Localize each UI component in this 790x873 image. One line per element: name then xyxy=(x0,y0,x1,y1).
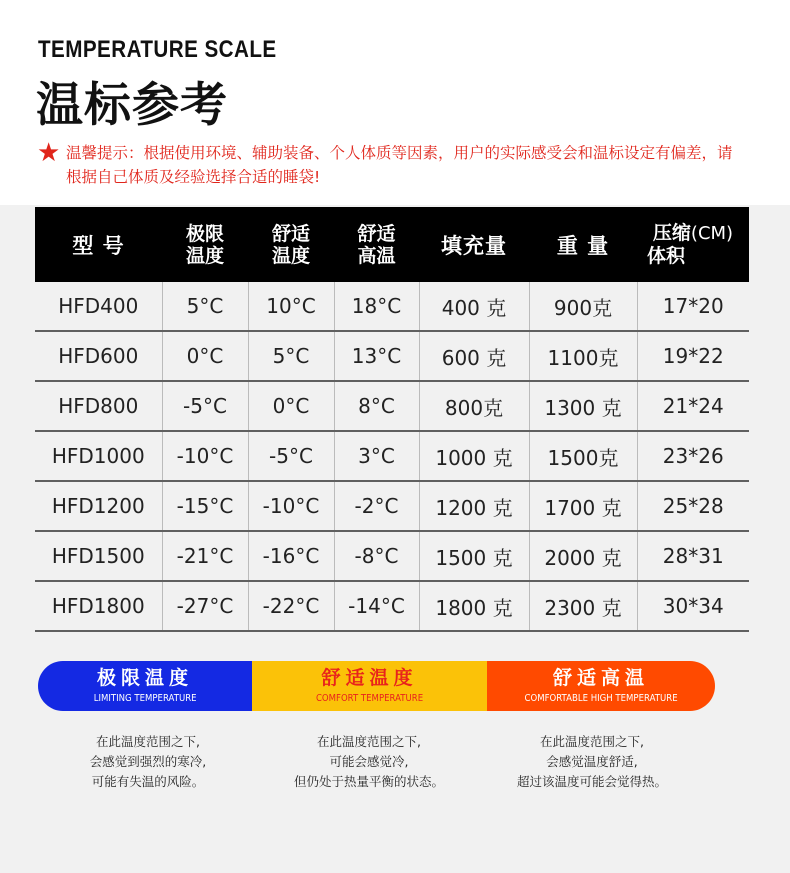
cell-weight: 900克 xyxy=(529,282,637,331)
table-row xyxy=(35,531,749,581)
cell-high: -14°C xyxy=(334,581,419,631)
cell-high: 18°C xyxy=(334,282,419,331)
cell-weight: 1300 克 xyxy=(529,381,637,431)
col-packed-label-2: 体积 xyxy=(647,245,686,267)
col-limit-temperature xyxy=(162,207,248,282)
cell-weight: 1100克 xyxy=(529,331,637,381)
legend-comfort-temperature xyxy=(252,661,487,711)
description-line: 超过该温度可能会觉得热。 xyxy=(516,774,667,789)
legend-comfort-en: COMFORT TEMPERATURE xyxy=(315,692,424,704)
cell-model: HFD800 xyxy=(35,381,162,431)
cell-high: -8°C xyxy=(334,531,419,581)
temperature-legend-bar xyxy=(38,661,715,711)
cell-model: HFD400 xyxy=(35,282,162,331)
cell-fill: 600 克 xyxy=(419,331,529,381)
table-row xyxy=(35,481,749,531)
table-row xyxy=(35,381,749,431)
cell-limit: -10°C xyxy=(162,431,248,481)
table-header-row xyxy=(35,207,749,282)
col-fill-label: 填充量 xyxy=(441,233,507,258)
cell-packed: 23*26 xyxy=(637,431,749,481)
legend-comfort-cn: 舒适温度 xyxy=(321,666,418,689)
cell-weight: 2300 克 xyxy=(529,581,637,631)
cell-fill: 1500 克 xyxy=(419,531,529,581)
cell-weight: 2000 克 xyxy=(529,531,637,581)
cell-comfort: 5°C xyxy=(248,331,334,381)
table-row xyxy=(35,331,749,381)
cell-model: HFD1800 xyxy=(35,581,162,631)
legend-high-cn: 舒适高温 xyxy=(552,666,649,689)
table-row xyxy=(35,282,749,331)
legend-limit-cn: 极限温度 xyxy=(96,666,193,689)
cell-fill: 1800 克 xyxy=(419,581,529,631)
table-row xyxy=(35,581,749,631)
cell-fill: 800克 xyxy=(419,381,529,431)
col-packed-label-1: 压缩(CM) xyxy=(652,222,734,244)
legend-high-en: COMFORTABLE HIGH TEMPERATURE xyxy=(524,692,678,704)
cell-high: 13°C xyxy=(334,331,419,381)
cell-packed: 19*22 xyxy=(637,331,749,381)
cell-comfort: -16°C xyxy=(248,531,334,581)
legend-limit-description xyxy=(48,732,248,792)
legend-high-description xyxy=(492,732,692,792)
cell-limit: 5°C xyxy=(162,282,248,331)
col-packed-size xyxy=(637,207,749,282)
col-weight xyxy=(529,207,637,282)
header-panel xyxy=(0,0,790,205)
legend-limit-en: LIMITING TEMPERATURE xyxy=(93,692,197,704)
cell-packed: 17*20 xyxy=(637,282,749,331)
cell-limit: 0°C xyxy=(162,331,248,381)
col-high-label-1: 舒适 xyxy=(357,222,396,245)
col-weight-label: 重 量 xyxy=(556,233,610,258)
cell-weight: 1500克 xyxy=(529,431,637,481)
col-comfort-temperature xyxy=(248,207,334,282)
table-row xyxy=(35,431,749,481)
cell-fill: 1200 克 xyxy=(419,481,529,531)
col-limit-label-2: 温度 xyxy=(185,244,224,267)
description-line: 会感觉温度舒适, xyxy=(546,754,638,769)
cell-model: HFD600 xyxy=(35,331,162,381)
cell-weight: 1700 克 xyxy=(529,481,637,531)
col-model-label: 型 号 xyxy=(72,233,125,258)
title-english: TEMPERATURE SCALE xyxy=(38,36,277,63)
cell-packed: 25*28 xyxy=(637,481,749,531)
cell-comfort: 10°C xyxy=(248,282,334,331)
cell-comfort: 0°C xyxy=(248,381,334,431)
legend-comfort-description xyxy=(269,732,469,792)
col-fill xyxy=(419,207,529,282)
temperature-table xyxy=(35,207,749,632)
description-line: 在此温度范围之下, xyxy=(96,734,200,749)
description-line: 在此温度范围之下, xyxy=(540,734,644,749)
cell-packed: 21*24 xyxy=(637,381,749,431)
legend-comfort-high xyxy=(487,661,715,711)
cell-model: HFD1500 xyxy=(35,531,162,581)
cell-model: HFD1000 xyxy=(35,431,162,481)
col-high-label-2: 高温 xyxy=(357,244,396,267)
cell-high: 8°C xyxy=(334,381,419,431)
col-comfort-high xyxy=(334,207,419,282)
description-line: 在此温度范围之下, xyxy=(317,734,421,749)
col-comfort-label-1: 舒适 xyxy=(271,222,310,245)
description-line: 但仍处于热量平衡的状态。 xyxy=(293,774,444,789)
description-line: 可能会感觉冷, xyxy=(329,754,409,769)
col-limit-label-1: 极限 xyxy=(185,222,224,245)
cell-limit: -15°C xyxy=(162,481,248,531)
cell-high: 3°C xyxy=(334,431,419,481)
col-model xyxy=(35,207,162,282)
cell-comfort: -5°C xyxy=(248,431,334,481)
legend-limit-temperature xyxy=(38,661,252,711)
cell-limit: -27°C xyxy=(162,581,248,631)
col-packed-unit: (CM) xyxy=(690,223,734,244)
cell-model: HFD1200 xyxy=(35,481,162,531)
tip-note: 温馨提示：根据使用环境、辅助装备、个人体质等因素，用户的实际感受会和温标设定有偏差，请根据自己体质及经验选择合适的睡袋! xyxy=(66,144,733,186)
cell-limit: -5°C xyxy=(162,381,248,431)
cell-comfort: -22°C xyxy=(248,581,334,631)
cell-packed: 28*31 xyxy=(637,531,749,581)
star-icon: ★ xyxy=(37,138,61,168)
title-chinese: 温标参考 xyxy=(36,78,228,133)
cell-fill: 1000 克 xyxy=(419,431,529,481)
description-line: 可能有失温的风险。 xyxy=(91,774,205,789)
cell-fill: 400 克 xyxy=(419,282,529,331)
cell-comfort: -10°C xyxy=(248,481,334,531)
description-line: 会感觉到强烈的寒冷, xyxy=(89,754,207,769)
cell-packed: 30*34 xyxy=(637,581,749,631)
cell-high: -2°C xyxy=(334,481,419,531)
col-comfort-label-2: 温度 xyxy=(271,244,310,267)
cell-limit: -21°C xyxy=(162,531,248,581)
